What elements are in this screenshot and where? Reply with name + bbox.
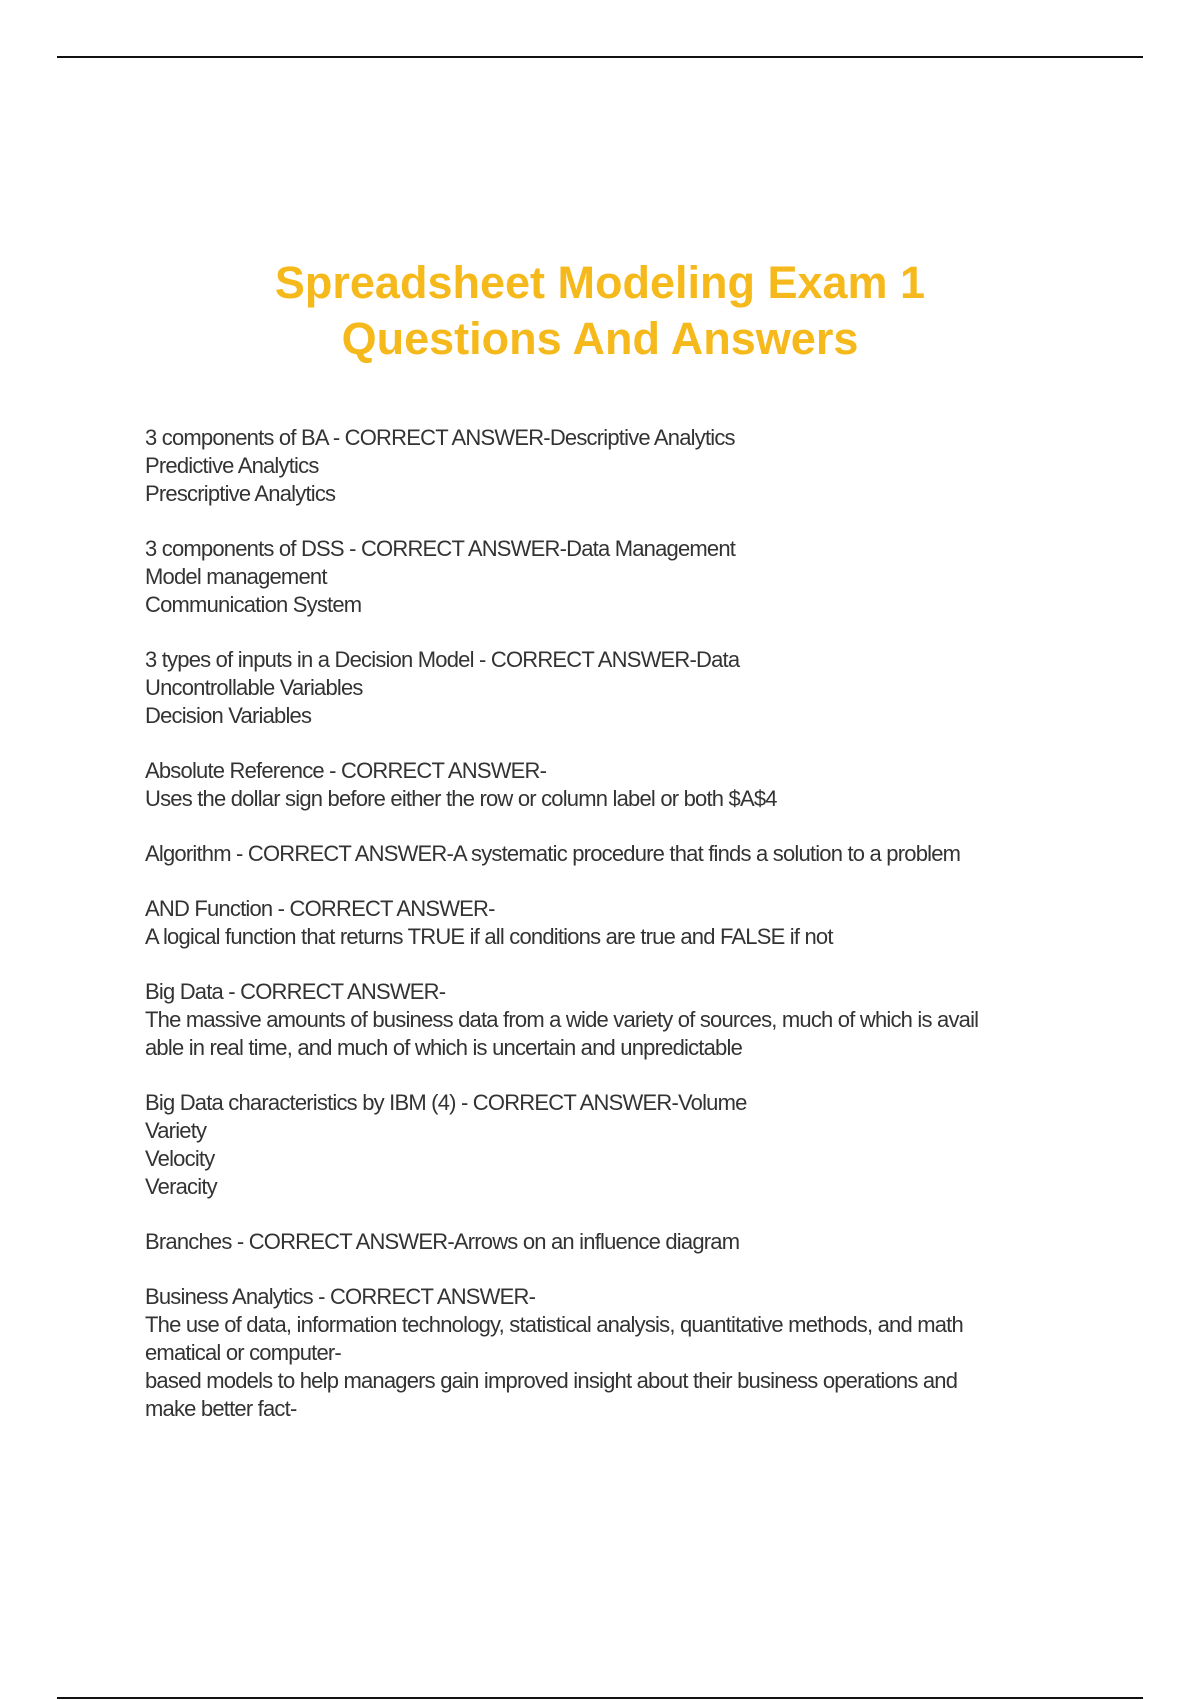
qa-line: The massive amounts of business data from a wide variety of sources, much of which is avail (145, 1007, 979, 1032)
qa-line: 3 types of inputs in a Decision Model - CORRECT ANSWER-Data (145, 647, 740, 672)
qa-line: Big Data - CORRECT ANSWER- (145, 979, 446, 1004)
qa-item-big-data-characteristics (145, 1089, 1095, 1201)
qa-item-ba-components (145, 424, 1095, 508)
qa-item-algorithm (145, 840, 1095, 868)
qa-line: based models to help managers gain improved insight about their business operations and (145, 1368, 958, 1393)
qa-line: Velocity (145, 1146, 215, 1171)
qa-item-and-function (145, 895, 1095, 951)
qa-item-dss-components (145, 535, 1095, 619)
document-title (0, 255, 1200, 367)
title-line-1: Spreadsheet Modeling Exam 1 (274, 257, 926, 308)
qa-line: Uncontrollable Variables (145, 675, 363, 700)
qa-item-absolute-reference (145, 757, 1095, 813)
qa-line: Decision Variables (145, 703, 312, 728)
qa-line: Big Data characteristics by IBM (4) - CORRECT ANSWER-Volume (145, 1090, 747, 1115)
qa-line: Predictive Analytics (145, 453, 319, 478)
qa-item-business-analytics (145, 1283, 1095, 1423)
qa-line: Business Analytics - CORRECT ANSWER- (145, 1284, 536, 1309)
qa-item-branches (145, 1228, 1095, 1256)
qa-line: AND Function - CORRECT ANSWER- (145, 896, 495, 921)
qa-line: Communication System (145, 592, 362, 617)
qa-line: Veracity (145, 1174, 217, 1199)
qa-line: ematical or computer- (145, 1340, 341, 1365)
qa-line: Model management (145, 564, 327, 589)
qa-line: Uses the dollar sign before either the row or column label or both $A$4 (145, 786, 777, 811)
qa-line: A logical function that returns TRUE if all conditions are true and FALSE if not (145, 924, 833, 949)
qa-line: Absolute Reference - CORRECT ANSWER- (145, 758, 547, 783)
qa-line: Variety (145, 1118, 207, 1143)
top-rule (57, 56, 1143, 58)
qa-line: Branches - CORRECT ANSWER-Arrows on an influence diagram (145, 1229, 740, 1254)
qa-item-decision-model-inputs (145, 646, 1095, 730)
qa-line: able in real time, and much of which is uncertain and unpredictable (145, 1035, 743, 1060)
title-line-2: Questions And Answers (341, 313, 859, 364)
qa-line: The use of data, information technology, statistical analysis, quantitative methods, and math (145, 1312, 963, 1337)
qa-line: make better fact- (145, 1396, 297, 1421)
qa-line: Prescriptive Analytics (145, 481, 336, 506)
qa-line: Algorithm - CORRECT ANSWER-A systematic procedure that finds a solution to a problem (145, 841, 961, 866)
bottom-rule (57, 1697, 1143, 1699)
qa-line: 3 components of DSS - CORRECT ANSWER-Data Management (145, 536, 736, 561)
qa-list (145, 424, 1095, 1450)
qa-line: 3 components of BA - CORRECT ANSWER-Descriptive Analytics (145, 425, 735, 450)
qa-item-big-data (145, 978, 1095, 1062)
